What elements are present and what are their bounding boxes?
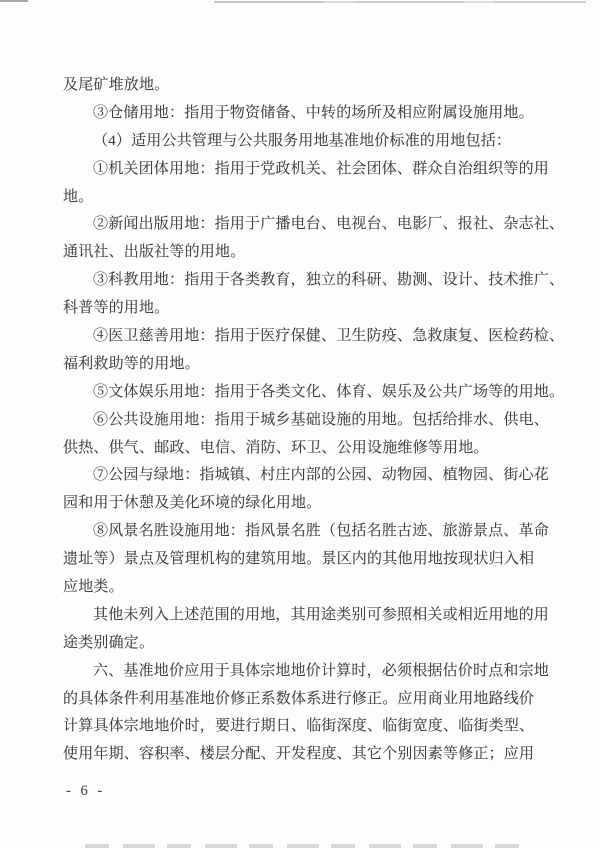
text-line: 使用年期、容积率、楼层分配、开发程度、其它个别因素等修正；应用 xyxy=(63,746,535,763)
page-number: - 6 - xyxy=(66,783,106,799)
text-line: 福利救助等的用地。 xyxy=(63,355,200,372)
document-body xyxy=(63,72,565,769)
text-line: 通讯社、出版社等的用地。 xyxy=(63,244,246,261)
text-line: 计算具体宗地地价时，要进行期日、临街深度、临街宽度、临街类型、 xyxy=(63,718,535,735)
text-line: 园和用于休憩及美化环境的绿化用地。 xyxy=(63,495,322,512)
text-line: 地。 xyxy=(63,188,94,205)
scan-artifact-top-line xyxy=(214,1,586,3)
text-line: ⑦公园与绿地：指城镇、村庄内部的公园、动物园、植物园、街心花 xyxy=(93,467,550,484)
text-line: 应地类。 xyxy=(63,579,124,596)
text-line: 供热、供气、邮政、电信、消防、环卫、公用设施维修等用地。 xyxy=(63,439,489,456)
text-line: ⑧风景名胜设施用地：指风景名胜（包括名胜古迹、旅游景点、革命 xyxy=(93,523,550,540)
text-line: ①机关团体用地：指用于党政机关、社会团体、群众自治组织等的用 xyxy=(93,160,550,177)
text-line: 的具体条件利用基准地价修正系数体系进行修正。应用商业用地路线价 xyxy=(63,690,535,707)
text-line: ⑤文体娱乐用地：指用于各类文化、体育、娱乐及公共广场等的用地。 xyxy=(93,383,565,400)
text-line: 六、基准地价应用于具体宗地地价计算时，必须根据估价时点和宗地 xyxy=(93,662,550,679)
text-line: ②新闻出版用地：指用于广播电台、电视台、电影厂、报社、杂志社、 xyxy=(93,216,565,233)
text-line: ④医卫慈善用地：指用于医疗保健、卫生防疫、急救康复、医检药检、 xyxy=(93,328,565,345)
scan-artifact-bottom-dashes xyxy=(85,844,533,848)
scan-artifact-top-left xyxy=(0,0,28,2)
text-line: 科普等的用地。 xyxy=(63,300,170,317)
text-line: 及尾矿堆放地。 xyxy=(63,77,170,93)
text-line: ③仓储用地：指用于物资储备、中转的场所及相应附属设施用地。 xyxy=(93,104,534,121)
text-line: 其他未列入上述范围的用地，其用途类别可参照相关或相近用地的用 xyxy=(93,606,550,623)
text-line: 途类别确定。 xyxy=(63,634,155,651)
text-line: 遗址等）景点及管理机构的建筑用地。景区内的其他用地按现状归入相 xyxy=(63,551,535,568)
text-line: ⑥公共设施用地：指用于城乡基础设施的用地。包括给排水、供电、 xyxy=(93,411,550,428)
text-line: （4）适用公共管理与公共服务用地基准地价标准的用地包括： xyxy=(93,132,512,149)
text-line: ③科教用地：指用于各类教育，独立的科研、勘测、设计、技术推广、 xyxy=(93,272,565,289)
